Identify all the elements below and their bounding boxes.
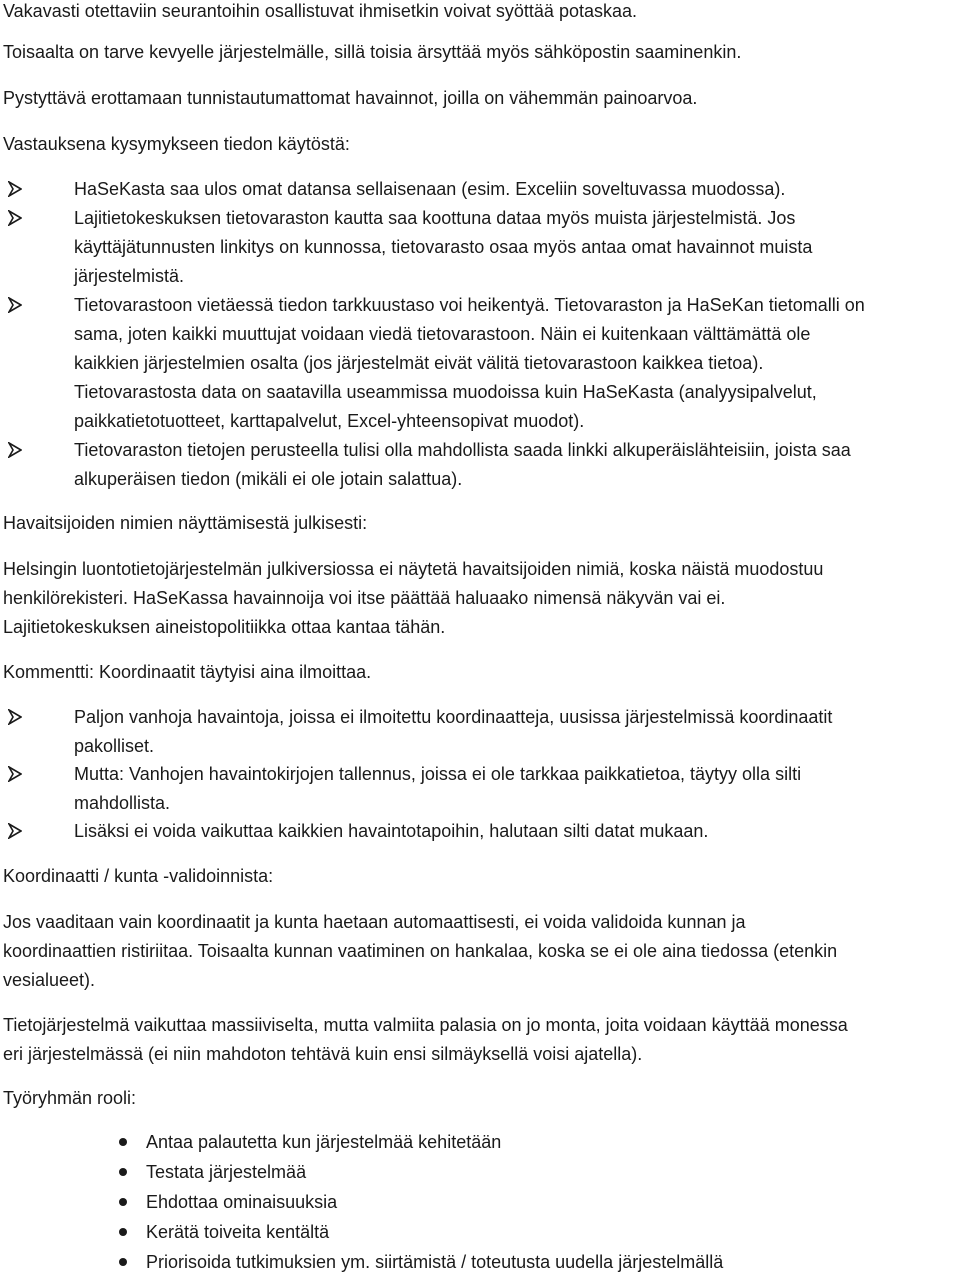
section-heading: Koordinaatti / kunta -validoinnista: — [3, 866, 274, 886]
arrow-bullet-icon — [8, 766, 22, 782]
paragraph-line: eri järjestelmässä (ei niin mahdoton tehtävä kuin ensi silmäyksellä voisi ajatella). — [3, 1044, 643, 1064]
role-item: Priorisoida tutkimuksien ym. siirtämistä / toteutusta uudella järjestelmällä — [146, 1252, 724, 1272]
bullet-line: HaSeKasta saa ulos omat datansa sellaisenaan (esim. Exceliin soveltuvassa muodossa). — [74, 179, 786, 199]
arrow-bullet-icon — [8, 210, 22, 226]
paragraph-line: koordinaattien ristiriitaa. Toisaalta kunnan vaatiminen on hankalaa, koska se ei ole aina tiedossa (etenkin — [3, 941, 838, 961]
bullet-dot-icon — [119, 1228, 127, 1236]
bullet-line: Lajitietokeskuksen tietovaraston kautta saa koottuna dataa myös muista järjestelmistä. Jos — [74, 208, 796, 228]
bullet-line: Paljon vanhoja havaintoja, joissa ei ilmoitettu koordinaatteja, uusissa järjestelmissä koordinaatit — [74, 707, 833, 727]
intro-line: Toisaalta on tarve kevyelle järjestelmälle, sillä toisia ärsyttää myös sähköpostin saaminenkin. — [3, 42, 742, 62]
role-item: Kerätä toiveita kentältä — [146, 1222, 330, 1242]
bullet-line: Tietovaraston tietojen perusteella tulisi olla mahdollista saada linkki alkuperäislähteisiin, joista saa — [74, 440, 851, 460]
bullet-dot-icon — [119, 1258, 127, 1266]
paragraph-line: Lajitietokeskuksen aineistopolitiikka ottaa kantaa tähän. — [3, 617, 446, 637]
bullet-line: käyttäjätunnusten linkitys on kunnossa, tietovarasto osaa myös antaa omat havainnot muista — [74, 237, 813, 257]
role-item: Antaa palautetta kun järjestelmää kehitetään — [146, 1132, 502, 1152]
intro-line: Pystyttävä erottamaan tunnistautumattomat havainnot, joilla on vähemmän painoarvoa. — [3, 88, 698, 108]
paragraph-line: Helsingin luontotietojärjestelmän julkiversiossa ei näytetä havaitsijoiden nimiä, koska näistä muodostuu — [3, 559, 824, 579]
bullet-line: Lisäksi ei voida vaikuttaa kaikkien havaintotapoihin, halutaan silti datat mukaan. — [74, 821, 709, 841]
intro-line: Vastauksena kysymykseen tiedon käytöstä: — [3, 134, 350, 154]
role-item: Ehdottaa ominaisuuksia — [146, 1192, 338, 1212]
bullet-line: Tietovarastosta data on saatavilla useammissa muodoissa kuin HaSeKasta (analyysipalvelut, — [74, 382, 817, 402]
arrow-bullet-icon — [8, 297, 22, 313]
intro-line: Vakavasti otettaviin seurantoihin osallistuvat ihmisetkin voivat syöttää potaskaa. — [3, 1, 637, 21]
paragraph-line: vesialueet). — [3, 970, 96, 990]
arrow-bullet-icon — [8, 181, 22, 197]
bullet-line: järjestelmistä. — [74, 266, 185, 286]
bullet-line: paikkatietotuotteet, karttapalvelut, Excel-yhteensopivat muodot). — [74, 411, 585, 431]
arrow-bullet-icon — [8, 442, 22, 458]
bullet-line: kaikkien järjestelmien osalta (jos järjestelmät eivät välitä tietovarastoon kaikkea tietoa). — [74, 353, 764, 373]
role-item: Testata järjestelmää — [146, 1162, 307, 1182]
bullet-line: pakolliset. — [74, 736, 155, 756]
bullet-line: sama, joten kaikki muuttujat voidaan viedä tietovarastoon. Näin ei kuitenkaan välttämättä ole — [74, 324, 811, 344]
comment-line: Kommentti: Koordinaatit täytyisi aina ilmoittaa. — [3, 662, 372, 682]
bullet-line: mahdollista. — [74, 793, 171, 813]
bullet-line: alkuperäisen tiedon (mikäli ei ole jotain salattua). — [74, 469, 463, 489]
bullet-line: Tietovarastoon vietäessä tiedon tarkkuustaso voi heikentyä. Tietovaraston ja HaSeKan tietomalli on — [74, 295, 865, 315]
bullet-dot-icon — [119, 1168, 127, 1176]
section-heading: Työryhmän rooli: — [3, 1088, 137, 1108]
bullet-line: Mutta: Vanhojen havaintokirjojen tallennus, joissa ei ole tarkkaa paikkatietoa, täytyy olla silti — [74, 764, 802, 784]
bullet-dot-icon — [119, 1138, 127, 1146]
bullet-dot-icon — [119, 1198, 127, 1206]
paragraph-line: Tietojärjestelmä vaikuttaa massiiviselta, mutta valmiita palasia on jo monta, joita voidaan käyttää monessa — [3, 1015, 848, 1035]
paragraph-line: Jos vaaditaan vain koordinaatit ja kunta haetaan automaattisesti, ei voida validoida kunnan ja — [3, 912, 746, 932]
arrow-bullet-icon — [8, 709, 22, 725]
section-heading: Havaitsijoiden nimien näyttämisestä julkisesti: — [3, 513, 368, 533]
paragraph-line: henkilörekisteri. HaSeKassa havainnoija voi itse päättää haluaako nimensä näkyvän vai ei. — [3, 588, 726, 608]
arrow-bullet-icon — [8, 823, 22, 839]
